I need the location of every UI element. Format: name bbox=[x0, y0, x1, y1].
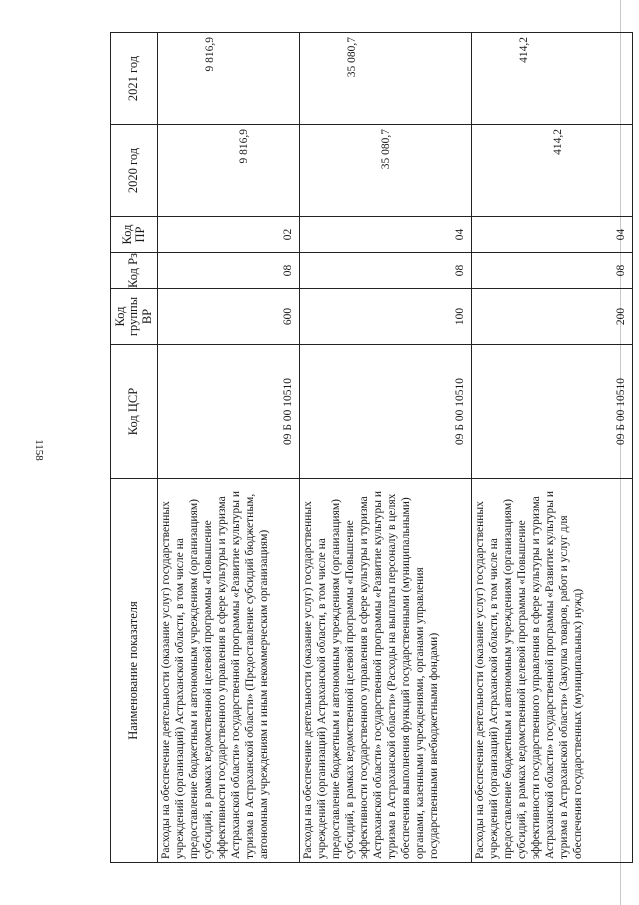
rotated-table-container bbox=[110, 33, 631, 863]
row-vr: 200 bbox=[472, 289, 633, 345]
table-row bbox=[158, 33, 300, 863]
row-2021: 35 080,7 bbox=[300, 33, 472, 125]
header-pr: Код ПР bbox=[111, 217, 158, 253]
row-pr: 04 bbox=[472, 217, 633, 253]
table-row bbox=[472, 33, 633, 863]
row-name: Расходы на обеспечение деятельности (оказание услуг) государственных учреждений (организаций) Астраханской области, в том числе на предоставление бюджетным и автономным учреждениям (организациям) субсидий, в рамках ведомственной целевой программы «Повышение эффективности государственного управления в сфере культуры и туризма Астраханской области» государственной программы «Развитие культуры и туризма в Астраханской области» (Закупка товаров, работ и услуг для обеспечения государственных (муниципальных) нужд) bbox=[472, 479, 633, 863]
header-rz: Код Рз bbox=[111, 253, 158, 289]
row-vr: 600 bbox=[158, 289, 300, 345]
row-2020: 414,2 bbox=[472, 125, 633, 217]
row-rz: 08 bbox=[158, 253, 300, 289]
row-rz: 08 bbox=[300, 253, 472, 289]
table-row bbox=[300, 33, 472, 863]
header-csr: Код ЦСР bbox=[111, 345, 158, 479]
row-name: Расходы на обеспечение деятельности (оказание услуг) государственных учреждений (организаций) Астраханской области, в том числе на предоставление бюджетным и автономным учреждениям (организациям) субсидий, в рамках ведомственной целевой программы «Повышение эффективности государственного управления в сфере культуры и туризма Астраханской области» государственной программы «Развитие культуры и туризма в Астраханской области» (Предоставление субсидий бюджетным, автономным учреждениям и иным некоммерческим организациям) bbox=[158, 479, 300, 863]
page-number: 1158 bbox=[32, 439, 45, 461]
row-name: Расходы на обеспечение деятельности (оказание услуг) государственных учреждений (организаций) Астраханской области, в том числе на предоставление бюджетным и автономным учреждениям (организациям) субсидий, в рамках ведомственной целевой программы «Повышение эффективности государственного управления в сфере культуры и туризма Астраханской области» государственной программы «Развитие культуры и туризма в Астраханской области» (Расходы на выплаты персоналу в целях обеспечения выполнения функций государственными (муниципальными) органами, казенными учреждениями, органами управления государственными внебюджетными фондами) bbox=[300, 479, 472, 863]
budget-table bbox=[110, 32, 633, 863]
header-name: Наименование показателя bbox=[111, 479, 158, 863]
row-2021: 9 816,9 bbox=[158, 33, 300, 125]
row-pr: 02 bbox=[158, 217, 300, 253]
row-csr: 09 Б 00 10510 bbox=[300, 345, 472, 479]
table-header-row bbox=[111, 33, 158, 863]
row-csr: 09 Б 00 10510 bbox=[158, 345, 300, 479]
row-rz: 08 bbox=[472, 253, 633, 289]
row-2020: 35 080,7 bbox=[300, 125, 472, 217]
row-pr: 04 bbox=[300, 217, 472, 253]
row-2020: 9 816,9 bbox=[158, 125, 300, 217]
row-2021: 414,2 bbox=[472, 33, 633, 125]
row-csr: 09 Б 00 10510 bbox=[472, 345, 633, 479]
header-vr: Код группы ВР bbox=[111, 289, 158, 345]
header-2021: 2021 год bbox=[111, 33, 158, 125]
row-vr: 100 bbox=[300, 289, 472, 345]
header-2020: 2020 год bbox=[111, 125, 158, 217]
